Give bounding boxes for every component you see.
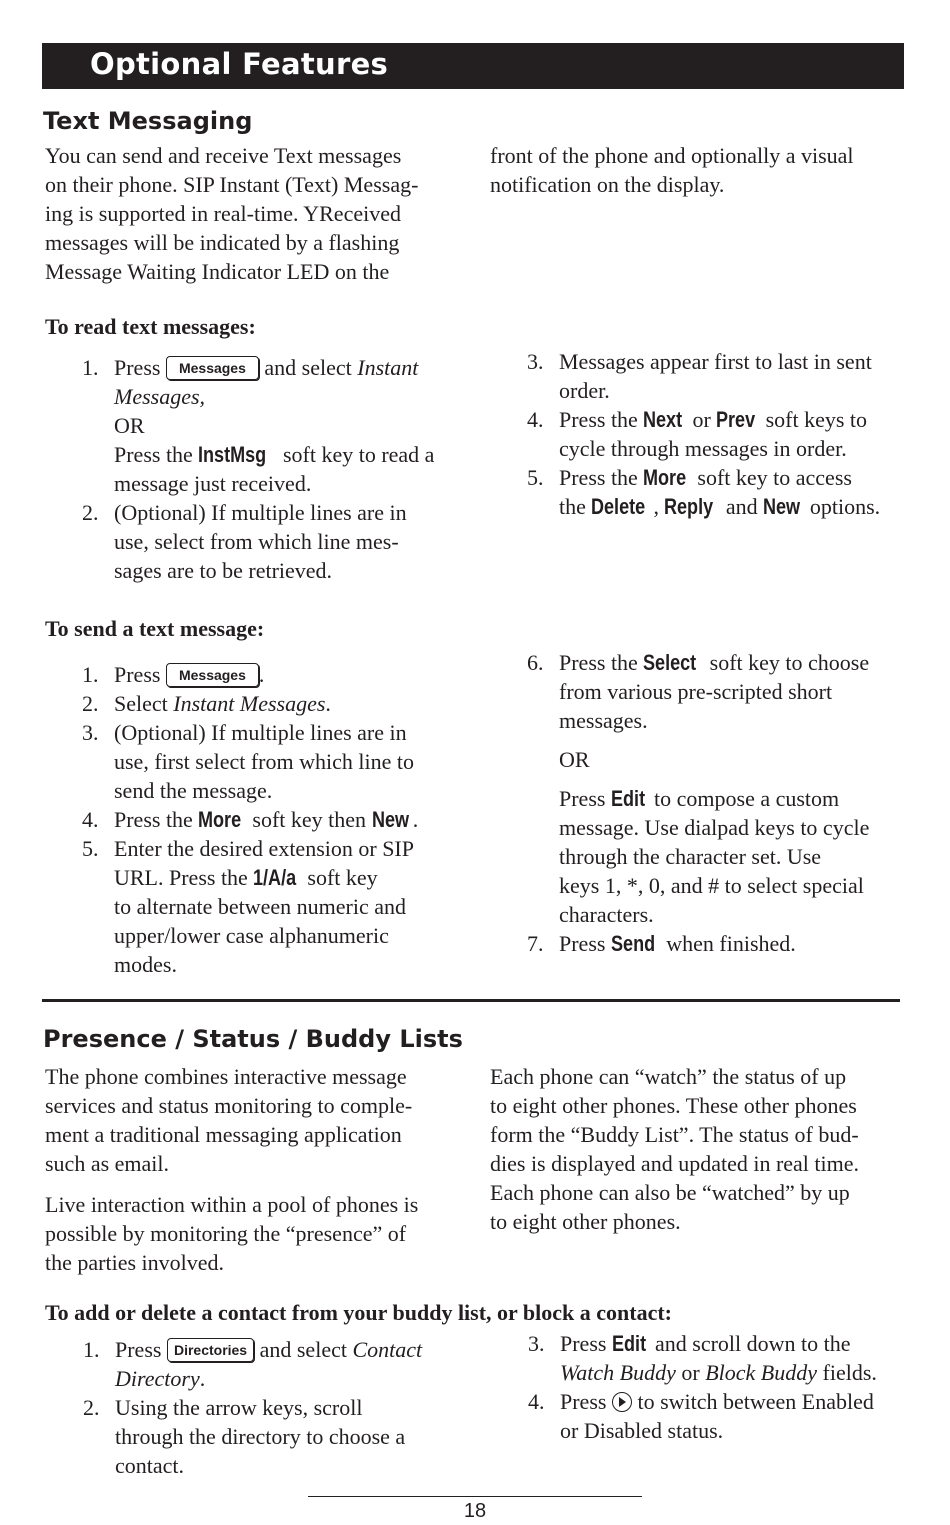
buddy-steps-left (83, 1335, 463, 1480)
text: (Optional) If multiple lines are in (114, 500, 407, 525)
text: or (692, 407, 711, 432)
text-messaging-intro-left (45, 141, 418, 286)
line: such as email. (45, 1151, 170, 1176)
buddy-list-heading: To add or delete a contact from your buddy list, or block a contact: (45, 1300, 673, 1325)
text: use, first select from which line to (114, 749, 414, 774)
text: Directory (115, 1366, 200, 1391)
line: the parties involved. (45, 1250, 225, 1275)
text: to alternate between numeric and (114, 894, 406, 919)
text: Watch Buddy (560, 1360, 676, 1385)
text: soft key then (252, 807, 367, 832)
step-number: 4. (528, 1389, 545, 1414)
read-messages-heading: To read text messages: (45, 314, 256, 339)
list-item (82, 689, 462, 718)
text: URL. Press the (114, 865, 248, 890)
send-message-heading: To send a text message: (45, 616, 265, 641)
text: modes. (114, 952, 177, 977)
line: Each phone can also be “watched” by up (490, 1180, 850, 1205)
footer-rule (308, 1496, 642, 1497)
text: Messages, (114, 384, 206, 409)
send-steps-right (527, 648, 927, 958)
text: send the message. (114, 778, 273, 803)
presence-left-para-2 (45, 1190, 418, 1277)
text: soft key to access (697, 465, 852, 490)
list-item (527, 929, 927, 958)
step-number: 6. (527, 650, 544, 675)
instmsg-softkey: InstMsg (198, 442, 267, 467)
case-toggle-softkey: 1/A/a (253, 865, 297, 890)
line: to eight other phones. (490, 1209, 681, 1234)
text: Press (559, 786, 606, 811)
text: soft keys to (765, 407, 868, 432)
reply-softkey: Reply (664, 494, 714, 519)
banner-title: Optional Features (90, 47, 389, 81)
step-number: 3. (82, 720, 99, 745)
messages-key-button[interactable]: Messages (166, 356, 259, 380)
send-softkey: Send (610, 931, 656, 956)
list-item (83, 1335, 463, 1393)
edit-softkey: Edit (610, 786, 646, 811)
text: the (559, 494, 586, 519)
list-item (82, 834, 462, 979)
text: Press (559, 931, 606, 956)
line: messages will be indicated by a flashing (45, 230, 400, 255)
text: when finished. (666, 931, 796, 956)
text: message. Use dialpad keys to cycle (559, 815, 870, 840)
read-steps-left (82, 353, 462, 585)
text: Contact (352, 1337, 423, 1362)
line: The phone combines interactive message (45, 1064, 407, 1089)
text: . (258, 662, 265, 687)
text: Instant Messages (173, 691, 326, 716)
text: or (681, 1360, 700, 1385)
step-number: 3. (527, 349, 544, 374)
list-item (82, 805, 462, 834)
text: Using the arrow keys, scroll (115, 1395, 363, 1420)
text: (Optional) If multiple lines are in (114, 720, 407, 745)
text: fields. (822, 1360, 877, 1385)
text: . (199, 1366, 206, 1391)
text: Press (115, 1337, 162, 1362)
text: soft key (307, 865, 378, 890)
text: Block Buddy (705, 1360, 818, 1385)
text: . (325, 691, 331, 716)
line: notification on the display. (490, 172, 725, 197)
text: to switch between Enabled (637, 1389, 874, 1414)
line: ment a traditional messaging application (45, 1122, 402, 1147)
presence-heading: Presence / Status / Buddy Lists (43, 1025, 463, 1053)
step-number: 1. (82, 355, 99, 380)
section-banner (42, 43, 904, 89)
line: possible by monitoring the “presence” of (45, 1221, 407, 1246)
step-number: 4. (527, 407, 544, 432)
buddy-steps-right (528, 1329, 928, 1445)
text: Messages appear first to last in sent (559, 349, 872, 374)
text: characters. (559, 902, 654, 927)
text-messaging-heading: Text Messaging (43, 107, 253, 135)
text: message just received. (114, 471, 312, 496)
text: and select (264, 355, 352, 380)
page-number: 18 (463, 1500, 487, 1522)
line: Live interaction within a pool of phones is (45, 1192, 419, 1217)
step-number: 2. (82, 500, 99, 525)
line: form the “Buddy List”. The status of bud- (490, 1122, 859, 1147)
text: Press the (114, 442, 193, 467)
presence-left-para-1 (45, 1062, 412, 1178)
send-steps-left (82, 660, 462, 979)
step-number: 4. (82, 807, 99, 832)
prev-softkey: Prev (716, 407, 756, 432)
select-softkey: Select (643, 650, 697, 675)
new-softkey: New (371, 807, 409, 832)
text: Press (114, 355, 161, 380)
step-number: 1. (82, 662, 99, 687)
text: Enter the desired extension or SIP (114, 836, 414, 861)
step-number: 2. (82, 691, 99, 716)
more-softkey: More (643, 465, 687, 490)
new-softkey: New (763, 494, 801, 519)
list-item (528, 1329, 928, 1387)
text: OR (559, 747, 590, 772)
list-item (528, 1387, 928, 1445)
line: Message Waiting Indicator LED on the (45, 259, 390, 284)
text: , (653, 494, 659, 519)
more-softkey: More (198, 807, 242, 832)
text: and (725, 494, 758, 519)
list-item (82, 498, 462, 585)
presence-right-para (490, 1062, 859, 1236)
line: You can send and receive Text messages (45, 143, 402, 168)
text: upper/lower case alphanumeric (114, 923, 389, 948)
text: to compose a custom (654, 786, 840, 811)
text: Press the (114, 807, 193, 832)
line: dies is displayed and updated in real time. (490, 1151, 860, 1176)
directories-key-button[interactable]: Directories (167, 1338, 254, 1362)
list-item (82, 660, 462, 689)
text: soft key to choose (709, 650, 870, 675)
text: Instant (357, 355, 419, 380)
text: . (412, 807, 419, 832)
text: Press (560, 1389, 607, 1414)
text: and scroll down to the (655, 1331, 851, 1356)
step-number: 1. (83, 1337, 100, 1362)
text: OR (114, 413, 145, 438)
list-item (82, 353, 462, 498)
text: Press the (559, 650, 638, 675)
text: sages are to be retrieved. (114, 558, 333, 583)
text: and select (259, 1337, 347, 1362)
text: Press the (559, 465, 638, 490)
next-softkey: Next (643, 407, 683, 432)
line: to eight other phones. These other phones (490, 1093, 857, 1118)
text: Select (114, 691, 168, 716)
text: order. (559, 378, 610, 403)
messages-key-button[interactable]: Messages (166, 663, 259, 687)
list-item (82, 718, 462, 805)
text: keys 1, *, 0, and # to select special (559, 873, 864, 898)
line: Each phone can “watch” the status of up (490, 1064, 847, 1089)
line: services and status monitoring to comple- (45, 1093, 413, 1118)
text: or Disabled status. (560, 1418, 724, 1443)
line: front of the phone and optionally a visual (490, 143, 854, 168)
text: from various pre-scripted short (559, 679, 833, 704)
text: Press the (559, 407, 638, 432)
text-messaging-intro-right (490, 141, 854, 199)
read-steps-right (527, 347, 917, 521)
list-item (527, 648, 927, 929)
text: through the character set. Use (559, 844, 822, 869)
delete-softkey: Delete (591, 494, 646, 519)
line: ing is supported in real-time. YReceived (45, 201, 401, 226)
step-number: 3. (528, 1331, 545, 1356)
line: on their phone. SIP Instant (Text) Messag- (45, 172, 419, 197)
section-divider (42, 999, 900, 1002)
text: cycle through messages in order. (559, 436, 847, 461)
list-item (527, 463, 917, 521)
step-number: 7. (527, 931, 544, 956)
text: through the directory to choose a (115, 1424, 406, 1449)
list-item (83, 1393, 463, 1480)
text: contact. (115, 1453, 185, 1478)
text: use, select from which line mes- (114, 529, 399, 554)
list-item (527, 405, 917, 463)
text: messages. (559, 708, 648, 733)
edit-softkey: Edit (611, 1331, 647, 1356)
step-number: 5. (527, 465, 544, 490)
text: Press (560, 1331, 607, 1356)
step-number: 2. (83, 1395, 100, 1420)
right-arrow-key-icon[interactable] (612, 1392, 632, 1412)
step-number: 5. (82, 836, 99, 861)
text: Press (114, 662, 161, 687)
text: soft key to read a (282, 442, 435, 467)
list-item (527, 347, 917, 405)
text: options. (809, 494, 881, 519)
